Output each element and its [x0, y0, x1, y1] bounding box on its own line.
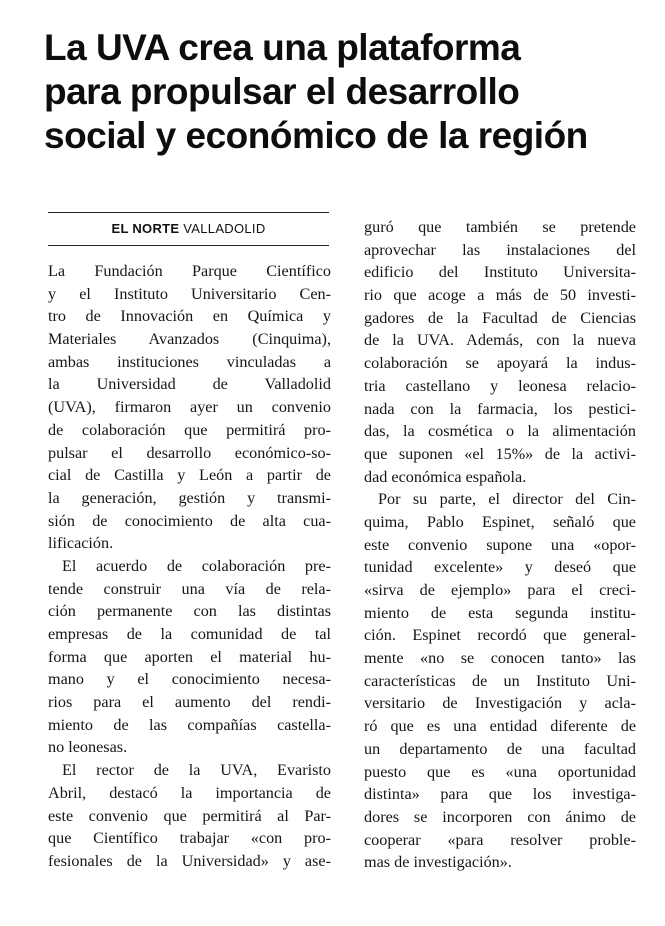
text-line: (UVA), firmaron ayer un convenio	[48, 398, 331, 417]
text-line: tria castellano y leonesa relacio-	[364, 376, 636, 395]
text-line: das, la cosmética o la alimentación	[364, 422, 636, 441]
text-line: versitario de Investigación y acla-	[364, 694, 636, 713]
text-line: cial de Castilla y León a partir de	[48, 466, 331, 485]
text-line: El acuerdo de colaboración pre-	[62, 556, 331, 575]
text-line: rio que acoge a más de 50 investi-	[364, 286, 636, 305]
text-line: quima, Pablo Espinet, señaló que	[364, 512, 636, 531]
text-line: colaboración se apoyará la indus-	[364, 354, 636, 373]
text-line: este convenio supone una «opor-	[364, 535, 636, 554]
text-line: de colaboración que permitirá pro-	[48, 420, 331, 439]
text-line: puesto que es «una oportunidad	[364, 762, 636, 781]
text-line: miento de esta segunda institu-	[364, 603, 636, 622]
text-line: que Científico trabajar «con pro-	[48, 829, 331, 848]
text-line: este convenio que permitirá al Par-	[48, 806, 331, 825]
text-line: miento de las compañías castella-	[48, 715, 331, 734]
text-line: nada con la farmacia, los pestici-	[364, 399, 636, 418]
text-line: aprovechar las instalaciones del	[364, 240, 636, 259]
headline-line: La UVA crea una plataforma	[44, 27, 521, 68]
byline-location: VALLADOLID	[183, 221, 266, 236]
text-line: guró que también se pretende	[364, 218, 636, 236]
text-line: mano y el conocimiento necesa-	[48, 670, 331, 689]
text-line: tunidad excelente» y deseó que	[364, 558, 636, 577]
text-line: un departamento de una facultad	[364, 739, 636, 758]
text-line: distinta» para que los investiga-	[364, 785, 636, 804]
headline-line: social y económico de la región	[44, 115, 588, 156]
text-line: fesionales de la Universidad» y ase-	[48, 851, 331, 870]
text-line: la generación, gestión y transmi-	[48, 488, 331, 507]
text-line: cooperar «para resolver proble-	[364, 830, 636, 849]
text-line: ción. Espinet recordó que general-	[364, 626, 636, 645]
text-line: dad económica española.	[364, 467, 527, 486]
text-line: tende construir una vía de rela-	[48, 579, 331, 598]
text-line: tro de Innovación en Química y	[48, 307, 331, 326]
text-line: no leonesas.	[48, 738, 128, 757]
text-line: sión de conocimiento de alta cua-	[48, 511, 331, 530]
text-line: ambas instituciones vinculadas a	[48, 352, 331, 371]
text-line: Materiales Avanzados (Cinquima),	[48, 330, 331, 349]
text-line: de la UVA. Además, con la nueva	[364, 331, 636, 350]
text-line: que suponen «el 15%» de la activi-	[364, 444, 636, 463]
text-line: ró que es una entidad diferente de	[364, 717, 636, 736]
text-line: gadores de la Facultad de Ciencias	[364, 308, 636, 327]
text-line: ción permanente con las distintas	[48, 602, 331, 621]
byline	[48, 212, 329, 246]
article-headline	[44, 26, 644, 158]
text-line: y el Instituto Universitario Cen-	[48, 284, 331, 303]
text-line: la Universidad de Valladolid	[48, 375, 331, 394]
text-line: rios para el aumento del rendi-	[48, 693, 331, 712]
text-line: características de un Instituto Uni-	[364, 671, 636, 690]
text-line: forma que aporten el material hu-	[48, 647, 331, 666]
text-line: El rector de la UVA, Evaristo	[62, 761, 331, 780]
text-line: Por su parte, el director del Cin-	[378, 490, 636, 509]
text-line: pulsar el desarrollo económico-so-	[48, 443, 331, 462]
headline-line: para propulsar el desarrollo	[44, 71, 520, 112]
text-line: lificación.	[48, 534, 114, 553]
text-line: mente «no se conocen tanto» las	[364, 649, 636, 668]
text-line: Abril, destacó la importancia de	[48, 783, 331, 802]
text-line: La Fundación Parque Científico	[48, 262, 331, 280]
text-line: mas de investigación».	[364, 853, 512, 872]
text-line: dores se incorporen con ánimo de	[364, 807, 636, 826]
text-line: empresas de la comunidad de tal	[48, 625, 331, 643]
article-column-left	[48, 260, 331, 873]
article-column-right	[364, 216, 636, 874]
text-line: «sirva de ejemplo» para el creci-	[364, 581, 636, 599]
byline-publication: EL NORTE	[111, 221, 180, 236]
text-line: edificio del Instituto Universita-	[364, 263, 636, 282]
